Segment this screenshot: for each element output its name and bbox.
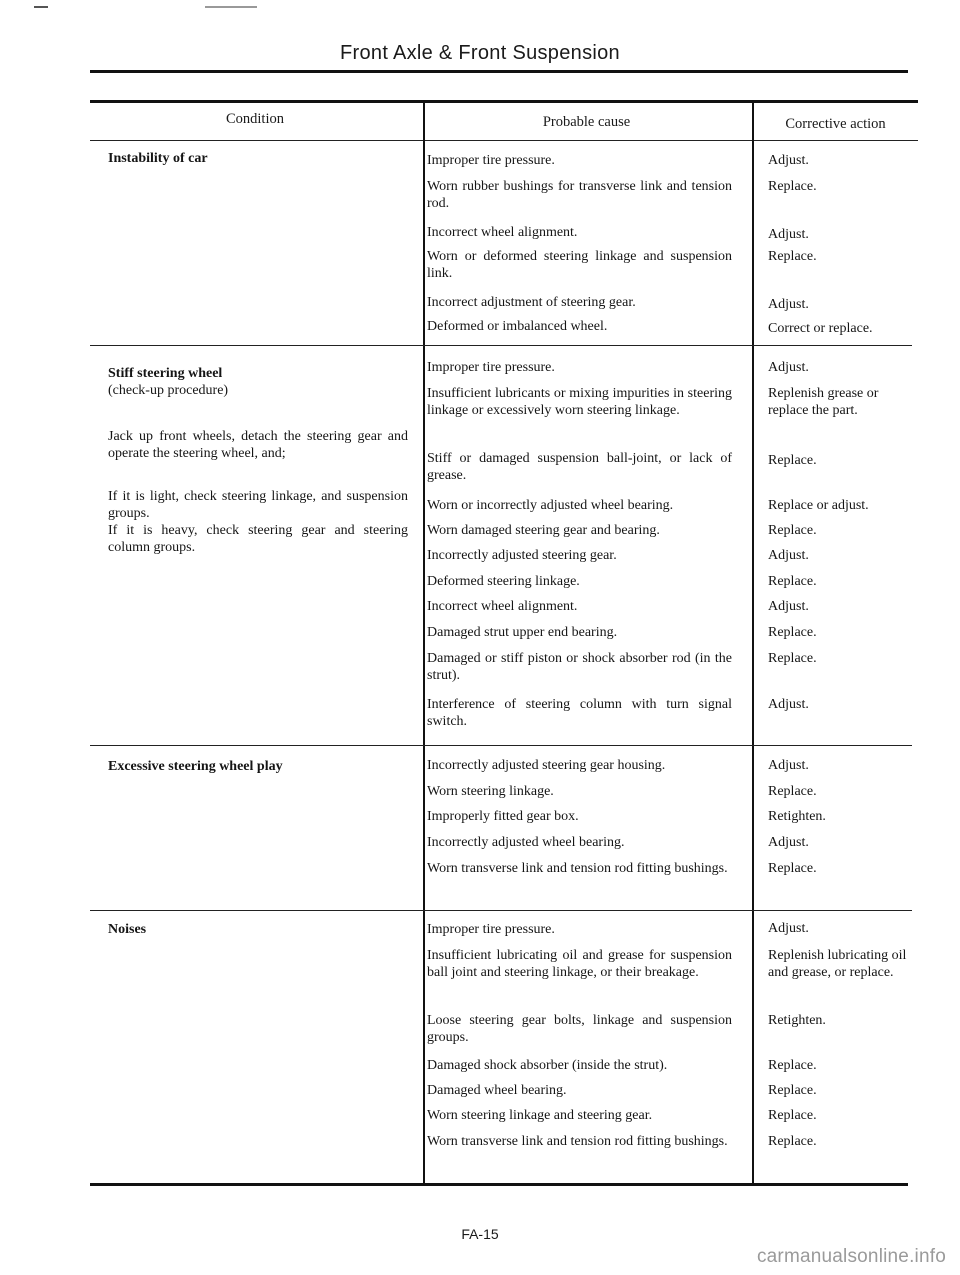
action-cell: Replace. bbox=[768, 1134, 817, 1149]
action-cell: Adjust. bbox=[768, 758, 809, 773]
condition-cell bbox=[108, 758, 408, 775]
action-cell: Replace. bbox=[768, 1058, 817, 1073]
table-bottom-rule bbox=[90, 1183, 908, 1186]
condition-title: Noises bbox=[108, 922, 147, 937]
condition-title: Excessive steering wheel play bbox=[108, 759, 283, 774]
action-cell: Adjust. bbox=[768, 297, 809, 312]
action-cell: Adjust. bbox=[768, 599, 809, 614]
action-cell: Adjust. bbox=[768, 227, 809, 242]
cause-cell: Incorrect wheel alignment. bbox=[427, 225, 578, 240]
action-cell: Replenish grease or replace the part. bbox=[768, 386, 879, 418]
action-cell: Replace. bbox=[768, 861, 817, 876]
cause-cell: Worn transverse link and tension rod fitting bushings. bbox=[427, 1134, 728, 1149]
cause-cell: Worn or deformed steering linkage and suspension link. bbox=[427, 249, 732, 281]
cause-cell: Improper tire pressure. bbox=[427, 153, 555, 168]
cause-cell: Worn damaged steering gear and bearing. bbox=[427, 523, 660, 538]
cause-cell: Incorrect adjustment of steering gear. bbox=[427, 295, 636, 310]
cause-cell: Damaged strut upper end bearing. bbox=[427, 625, 618, 640]
cause-cell: Worn steering linkage. bbox=[427, 784, 554, 799]
table-top-rule bbox=[90, 100, 918, 103]
condition-note: Jack up front wheels, detach the steering gear and operate the steering wheel, and; bbox=[108, 429, 408, 461]
action-cell: Replace. bbox=[768, 574, 817, 589]
cause-cell: Incorrectly adjusted steering gear housing. bbox=[427, 758, 666, 773]
cause-cell: Improper tire pressure. bbox=[427, 922, 555, 937]
action-cell: Retighten. bbox=[768, 809, 826, 824]
condition-cell bbox=[108, 150, 408, 167]
cause-cell: Improperly fitted gear box. bbox=[427, 809, 579, 824]
cause-cell: Worn steering linkage and steering gear. bbox=[427, 1108, 653, 1123]
action-cell: Adjust. bbox=[768, 835, 809, 850]
cause-cell: Damaged wheel bearing. bbox=[427, 1083, 567, 1098]
action-cell: Replace. bbox=[768, 651, 817, 666]
action-cell: Adjust. bbox=[768, 921, 809, 936]
cause-cell: Incorrect wheel alignment. bbox=[427, 599, 578, 614]
cause-cell: Interference of steering column with turn signal switch. bbox=[427, 697, 732, 729]
cause-cell: Insufficient lubricants or mixing impurities in steering linkage or excessively worn steering linkage. bbox=[427, 386, 732, 418]
cause-cell: Deformed steering linkage. bbox=[427, 574, 580, 589]
header-corrective-action: Corrective action bbox=[785, 116, 886, 132]
scan-mark bbox=[205, 6, 257, 8]
action-cell: Replace. bbox=[768, 784, 817, 799]
scan-mark bbox=[34, 6, 48, 8]
action-cell: Adjust. bbox=[768, 360, 809, 375]
cause-cell: Insufficient lubricating oil and grease for suspension ball joint and steering linkage, or their breakage. bbox=[427, 948, 732, 980]
cause-cell: Deformed or imbalanced wheel. bbox=[427, 319, 608, 334]
cause-cell: Worn rubber bushings for transverse link and tension rod. bbox=[427, 179, 732, 211]
watermark: carmanualsonline.info bbox=[756, 1246, 946, 1267]
cause-cell: Damaged shock absorber (inside the strut). bbox=[427, 1058, 668, 1073]
action-cell: Retighten. bbox=[768, 1013, 826, 1028]
section-separator bbox=[90, 745, 912, 746]
action-cell: Replenish lubricating oil and grease, or replace. bbox=[768, 948, 907, 980]
cause-cell: Worn transverse link and tension rod fitting bushings. bbox=[427, 861, 728, 876]
action-cell: Replace. bbox=[768, 179, 817, 194]
column-divider-action bbox=[752, 100, 754, 1185]
cause-cell: Improper tire pressure. bbox=[427, 360, 555, 375]
condition-note: (check-up procedure) bbox=[108, 383, 229, 398]
section-separator bbox=[90, 910, 912, 911]
cause-cell: Incorrectly adjusted wheel bearing. bbox=[427, 835, 625, 850]
action-cell: Replace. bbox=[768, 1083, 817, 1098]
cause-cell: Damaged or stiff piston or shock absorber rod (in the strut). bbox=[427, 651, 732, 683]
column-divider-cause bbox=[423, 100, 425, 1185]
action-cell: Adjust. bbox=[768, 697, 809, 712]
header-probable-cause: Probable cause bbox=[542, 114, 631, 130]
condition-title: Stiff steering wheel bbox=[108, 366, 223, 381]
action-cell: Adjust. bbox=[768, 548, 809, 563]
cause-cell: Incorrectly adjusted steering gear. bbox=[427, 548, 617, 563]
action-cell: Replace. bbox=[768, 523, 817, 538]
header-rule bbox=[90, 140, 918, 141]
action-cell: Replace or adjust. bbox=[768, 498, 869, 513]
action-cell: Replace. bbox=[768, 249, 817, 264]
action-cell: Replace. bbox=[768, 453, 817, 468]
condition-title: Instability of car bbox=[108, 151, 208, 166]
action-cell: Adjust. bbox=[768, 153, 809, 168]
section-separator bbox=[90, 345, 912, 346]
title-rule bbox=[90, 70, 908, 73]
cause-cell: Worn or incorrectly adjusted wheel bearing. bbox=[427, 498, 674, 513]
page-number: FA-15 bbox=[461, 1226, 499, 1242]
header-condition: Condition bbox=[225, 111, 284, 127]
condition-cell bbox=[108, 365, 408, 556]
cause-cell: Loose steering gear bolts, linkage and suspension groups. bbox=[427, 1013, 732, 1045]
condition-note: If it is light, check steering linkage, and suspension groups. bbox=[108, 489, 408, 521]
cause-cell: Stiff or damaged suspension ball-joint, or lack of grease. bbox=[427, 451, 732, 483]
action-cell: Replace. bbox=[768, 1108, 817, 1123]
action-cell: Replace. bbox=[768, 625, 817, 640]
condition-cell bbox=[108, 921, 408, 938]
action-cell: Correct or replace. bbox=[768, 321, 873, 336]
condition-note: If it is heavy, check steering gear and steering column groups. bbox=[108, 523, 408, 555]
page-title: Front Axle & Front Suspension bbox=[340, 42, 620, 64]
